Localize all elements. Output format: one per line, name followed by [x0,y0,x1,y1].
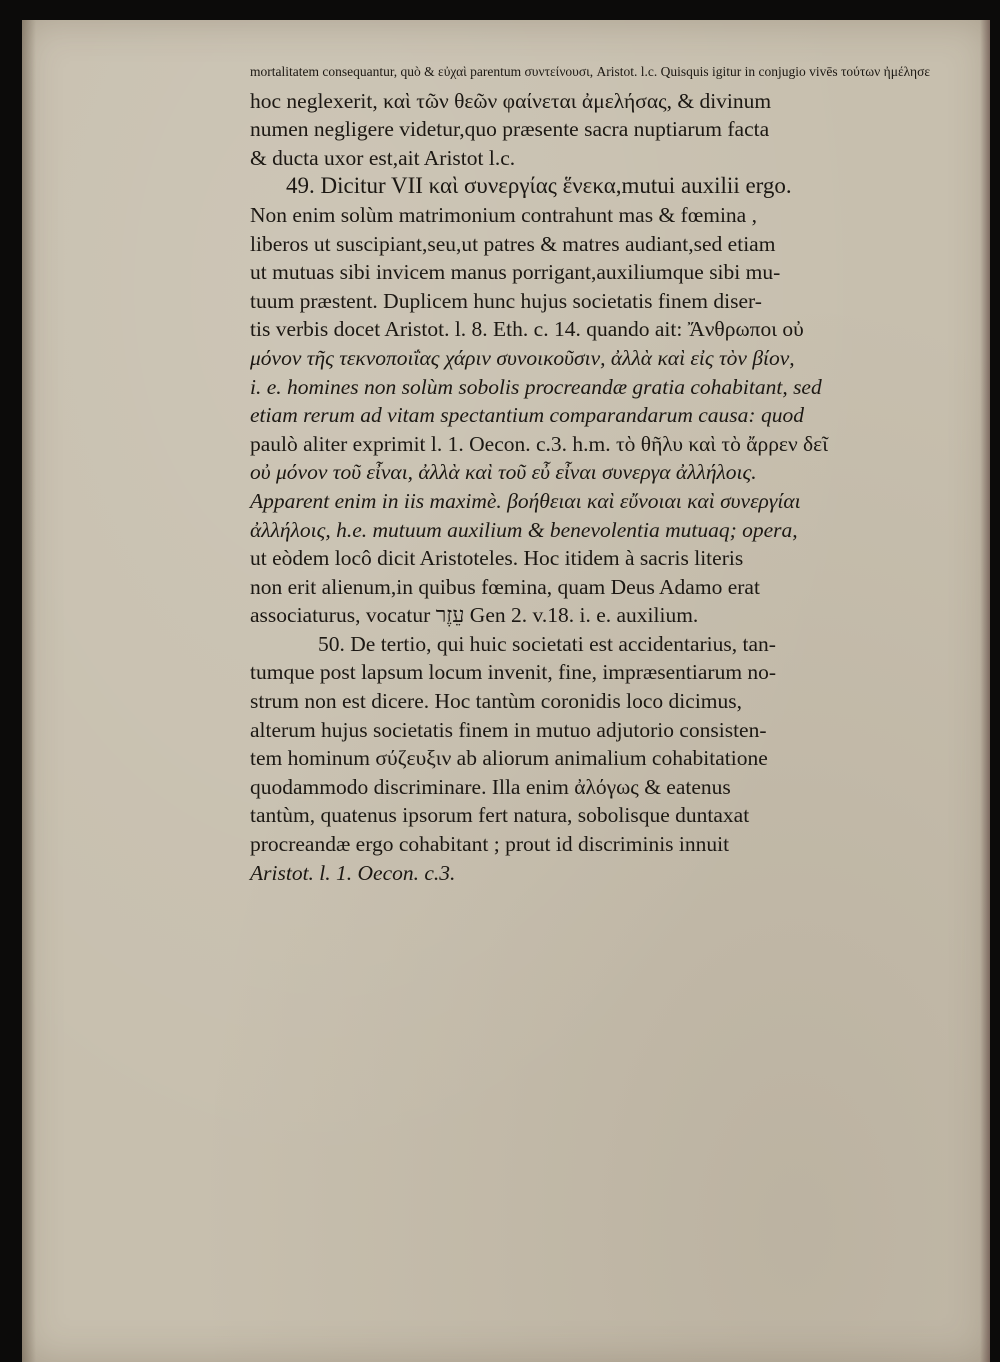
text-line: associaturus, vocatur עֵזֶר Gen 2. v.18. i. e. auxilium. [250,603,699,628]
text-line: tumque post lapsum locum invenit, fine, impræsentiarum no- [250,660,777,685]
text-line: hoc neglexerit, καὶ τῶν θεῶν φαίνεται ἀμελήσας, & divinum [250,88,772,113]
section-heading-50: 50. De tertio, qui huic societati est accidentarius, tan- [318,631,776,656]
text-line: i. e. homines non solùm sobolis procreandæ gratia cohabitant, sed [250,374,822,399]
text-line: quodammodo discriminare. Illa enim ἀλόγως & eatenus [250,774,731,799]
text-line: etiam rerum ad vitam spectantium comparandarum causa: quod [250,403,804,428]
text-line: tantùm, quatenus ipsorum fert natura, sobolisque duntaxat [250,803,750,828]
text-line: Apparent enim in iis maximè. βοήθειαι καὶ εὔνοιαι καὶ συνεργίαι [250,488,801,513]
text-line: Aristot. l. 1. Oecon. c.3. [250,860,456,885]
text-line: tuum præstent. Duplicem hunc hujus societatis finem diser- [250,288,762,313]
text-line: paulò aliter exprimit l. 1. Oecon. c.3. h.m. τὸ θῆλυ καὶ τὸ ἄρρεν δεῖ [250,431,828,456]
text-line: mortalitatem consequantur, quò & εὐχαὶ parentum συντείνουσι, Aristot. l.c. Quisquis igitur in conjugio vivēs τούτων ἠμέλησε [250,64,931,79]
text-line: non erit alienum,in quibus fœmina, quam Deus Adamo erat [250,574,760,599]
text-line: Non enim solùm matrimonium contrahunt mas & fœmina , [250,202,757,227]
text-line: & ducta uxor est,ait Aristot l.c. [250,145,516,170]
text-line: tis verbis docet Aristot. l. 8. Eth. c. 14. quando ait: Ἄνθρωποι οὐ [250,317,804,342]
text-line: liberos ut suscipiant,seu,ut patres & matres audiant,sed etiam [250,231,776,256]
page-edge-shadow-right [980,20,990,1362]
text-line: strum non est dicere. Hoc tantùm coronidis loco dicimus, [250,689,743,714]
section-heading-49: 49. Dicitur VII καὶ συνεργίας ἕνεκα,mutui auxilii ergo. [286,173,792,199]
page-edge-shadow-left [22,20,36,1362]
text-line: ἀλλήλοις, h.e. mutuum auxilium & benevolentia mutuaq; opera, [250,517,798,542]
text-line-greek: οὐ μόνον τοῦ εἶναι, ἀλλὰ καὶ τοῦ εὖ εἶναι συνεργα ἀλλήλοις. [250,460,757,485]
text-line: procreandæ ergo cohabitant ; prout id discriminis innuit [250,832,730,857]
text-line: alterum hujus societatis finem in mutuo adjutorio consisten- [250,717,767,742]
text-line: ut eòdem locô dicit Aristoteles. Hoc itidem à sacris literis [250,546,744,571]
body-text [250,58,930,887]
text-line: ut mutuas sibi invicem manus porrigant,auxiliumque sibi mu- [250,260,781,285]
text-line: numen negligere videtur,quo præsente sacra nuptiarum facta [250,117,770,142]
text-line-greek: μόνον τῆς τεκνοποιΐας χάριν συνοικοῦσιν, ἀλλὰ καὶ εἰς τὸν βίον, [250,345,795,370]
text-line: tem hominum σύζευξιν ab aliorum animalium cohabitatione [250,746,768,771]
